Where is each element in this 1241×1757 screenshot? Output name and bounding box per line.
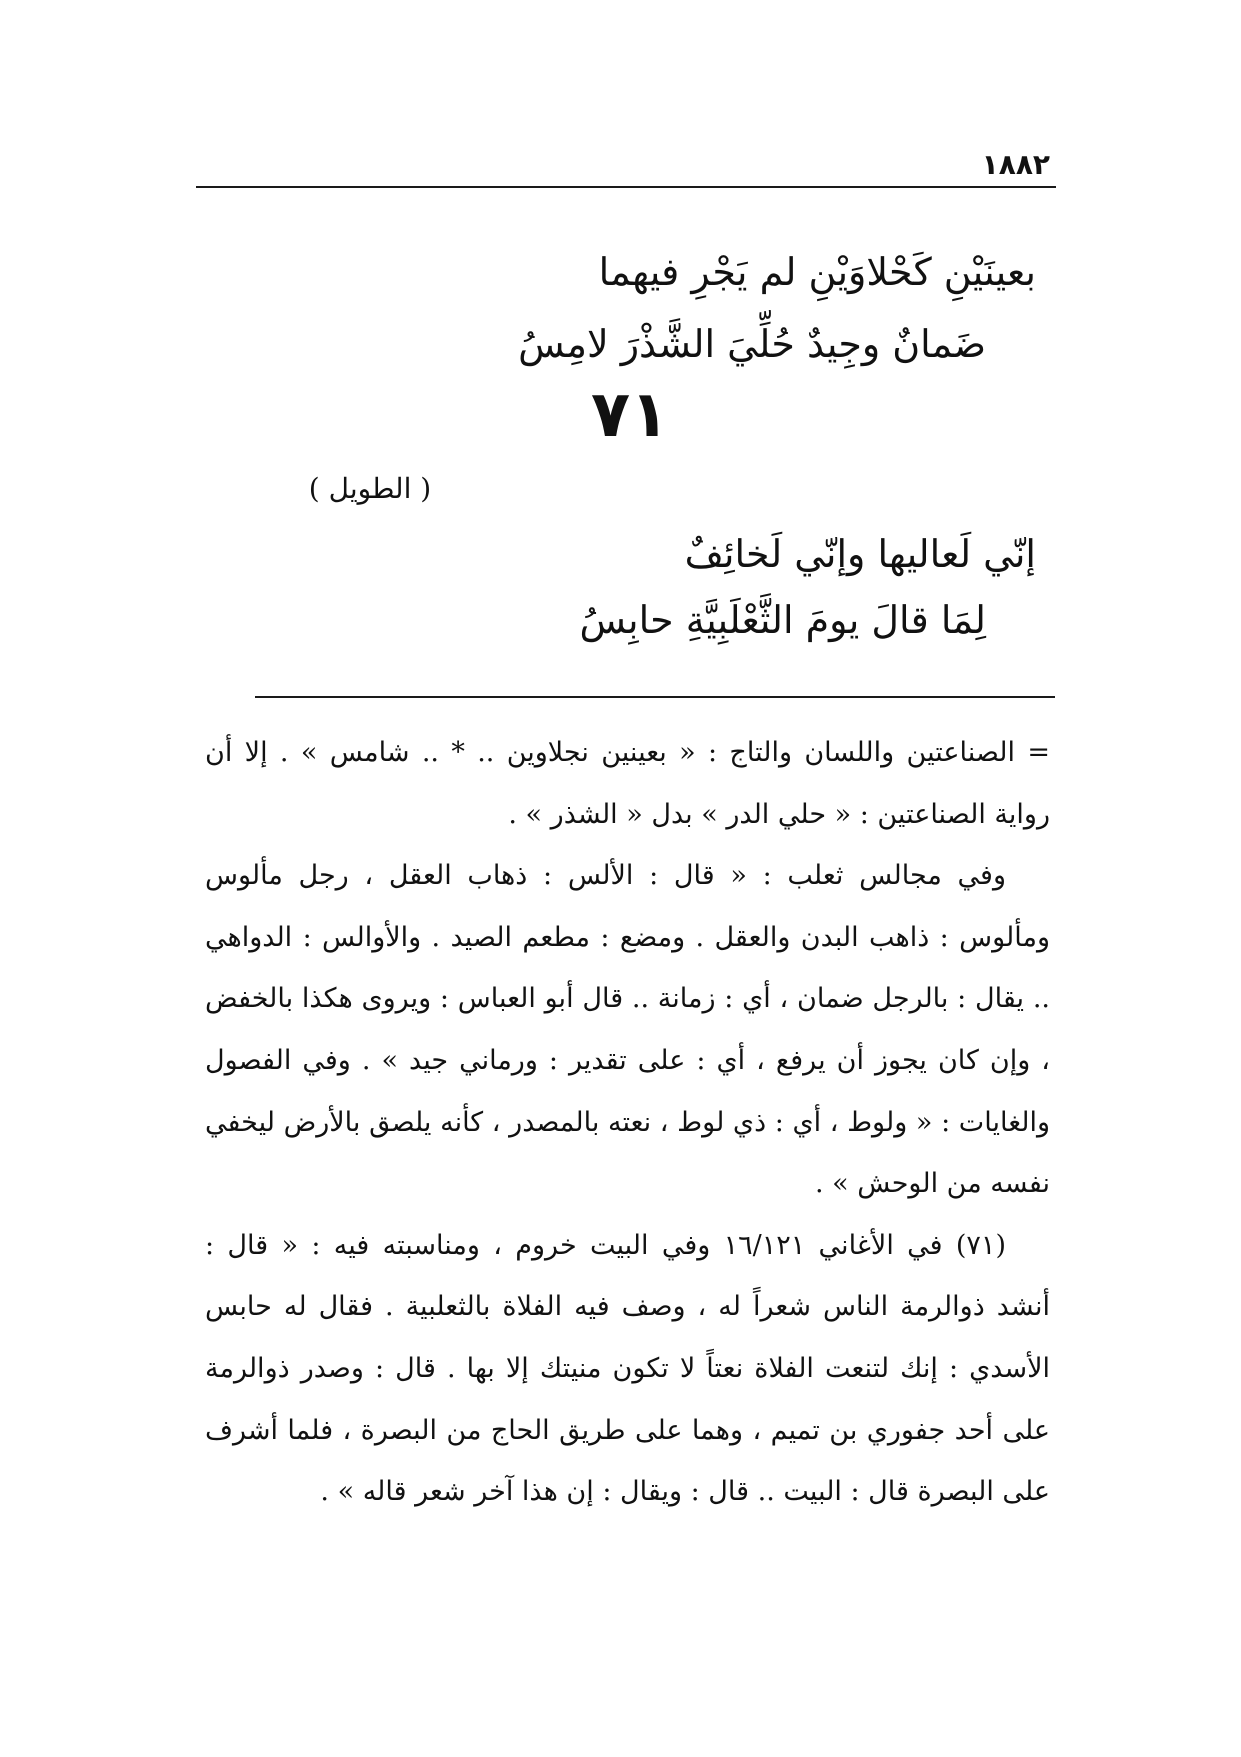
- footnotes: [205, 722, 1050, 1523]
- footnote-divider: [255, 696, 1055, 698]
- verse-second-hemistich: لِمَا قالَ يومَ الثَّعْلَبِيَّةِ حابِسُ: [579, 598, 986, 642]
- page-number: ١٨٨٢: [981, 148, 1050, 181]
- previous-verse-first-hemistich: بعينَيْنِ كَحْلاوَيْنِ لم يَجْرِ فيهما: [598, 250, 1036, 294]
- header-divider: [196, 186, 1056, 188]
- previous-verse-second-hemistich: ضَمانٌ وجِيدٌ حُلِّيَ الشَّذْرَ لامِسُ: [518, 322, 986, 366]
- footnote-paragraph: وفي مجالس ثعلب : « قال : الألس : ذهاب العقل ، رجل مألوس ومألوس : ذاهب البدن والعقل . ومضع : مطعم الصيد . والأوالس : الدواهي .. يقال : بالرجل ضمان ، أي : زمانة .. قال أبو العباس : ويروى هكذا بالخفض ، وإن كان يجوز أن يرفع ، أي : على تقدير : ورماني جيد » . وفي الفصول والغايات : « ولوط ، أي : ذي لوط ، نعته بالمصدر ، كأنه يلصق بالأرض ليخفي نفسه من الوحش » .: [205, 860, 1050, 1200]
- footnote-paragraph: (٧١) في الأغاني ١٦/١٢١ وفي البيت خروم ، ومناسبته فيه : « قال : أنشد ذوالرمة الناس شعراً له ، وصف فيه الفلاة بالثعلبية . فقال له حابس الأسدي : إنك لتنعت الفلاة نعتاً لا تكون منيتك إلا بها . قال : وصدر ذوالرمة على أحد جفوري بن تميم ، وهما على طريق الحاج من البصرة ، فلما أشرف على البصرة قال : البيت .. قال : ويقال : إن هذا آخر شعر قاله » .: [205, 1229, 1050, 1508]
- poem-meter: ( الطويل ): [308, 472, 432, 505]
- verse-first-hemistich: إنّي لَعاليها وإنّي لَخائِفٌ: [684, 532, 1036, 576]
- poem-number: ٧١: [590, 378, 670, 452]
- footnote-paragraph: = الصناعتين واللسان والتاج : « بعينين نجلاوين .. * .. شامس » . إلا أن رواية الصناعتين : « حلي الدر » بدل « الشذر » .: [205, 737, 1050, 830]
